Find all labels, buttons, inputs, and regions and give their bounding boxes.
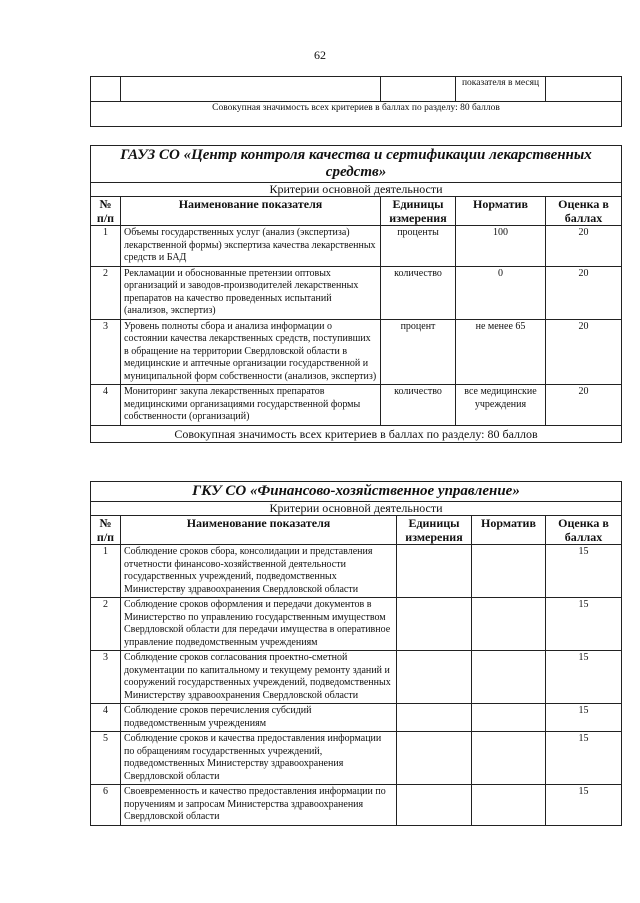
row-name: Соблюдение сроков сбора, консолидации и представления отчетности финансово-хозяйственной деятельности государственных учреждений, подведомственных Министерству здравоохранения Свердловской области bbox=[121, 545, 397, 598]
row-num: 1 bbox=[91, 545, 121, 598]
header-unit: Единицы измерения bbox=[397, 516, 472, 545]
row-unit: процент bbox=[381, 319, 456, 385]
row-norm: все медицинские учреждения bbox=[456, 385, 546, 426]
continuation-total-row bbox=[91, 102, 622, 127]
table-row bbox=[91, 651, 622, 704]
row-unit bbox=[397, 651, 472, 704]
row-norm: 100 bbox=[456, 226, 546, 267]
continuation-table bbox=[90, 76, 622, 127]
row-norm bbox=[472, 704, 546, 732]
org-title: ГАУЗ СО «Центр контроля качества и сертификации лекарственных средств» bbox=[91, 146, 622, 183]
header-norm: Норматив bbox=[472, 516, 546, 545]
table-row bbox=[91, 385, 622, 426]
row-num: 4 bbox=[91, 704, 121, 732]
cont-cell-score bbox=[546, 77, 622, 102]
table-row bbox=[91, 704, 622, 732]
row-unit bbox=[397, 704, 472, 732]
row-unit: количество bbox=[381, 266, 456, 319]
row-norm bbox=[472, 732, 546, 785]
header-unit: Единицы измерения bbox=[381, 197, 456, 226]
row-score: 15 bbox=[546, 651, 622, 704]
cont-cell-norm: показателя в месяц bbox=[456, 77, 546, 102]
row-num: 5 bbox=[91, 732, 121, 785]
row-name: Рекламации и обоснованные претензии оптовых организаций и заводов-производителей лекарственных препаратов на качество проведенных испытаний (анализов, экспертиз) bbox=[121, 266, 381, 319]
table-row bbox=[91, 598, 622, 651]
table-row bbox=[91, 226, 622, 267]
row-unit bbox=[397, 785, 472, 826]
row-score: 15 bbox=[546, 704, 622, 732]
continuation-row bbox=[91, 77, 622, 102]
row-name: Уровень полноты сбора и анализа информации о состоянии качества лекарственных средств, поступивших в обращение на территории Свердловской области в медицинские и аптечные организации государственной и муниципальной форм собственности (анализов, экспертиз) bbox=[121, 319, 381, 385]
cont-cell-name bbox=[121, 77, 381, 102]
row-norm: не менее 65 bbox=[456, 319, 546, 385]
row-score: 20 bbox=[546, 226, 622, 267]
table-row bbox=[91, 732, 622, 785]
continuation-total: Совокупная значимость всех критериев в баллах по разделу: 80 баллов bbox=[91, 102, 622, 127]
row-score: 20 bbox=[546, 319, 622, 385]
row-name: Соблюдение сроков перечисления субсидий подведомственным учреждениям bbox=[121, 704, 397, 732]
row-name: Своевременность и качество предоставления информации по поручениям и запросам Министерства здравоохранения Свердловской области bbox=[121, 785, 397, 826]
org-title-row bbox=[91, 482, 622, 502]
row-score: 15 bbox=[546, 598, 622, 651]
row-name: Соблюдение сроков оформления и передачи документов в Министерство по управлению государственным имуществом Свердловской области для передачи имущества в оперативное управление подведомственным учреждениям bbox=[121, 598, 397, 651]
header-num: № п/п bbox=[91, 197, 121, 226]
row-norm bbox=[472, 545, 546, 598]
row-norm bbox=[472, 785, 546, 826]
row-num: 4 bbox=[91, 385, 121, 426]
header-score: Оценка в баллах bbox=[546, 516, 622, 545]
criteria-label: Критерии основной деятельности bbox=[91, 183, 622, 197]
org-title: ГКУ СО «Финансово-хозяйственное управление» bbox=[91, 482, 622, 502]
row-score: 15 bbox=[546, 785, 622, 826]
row-score: 15 bbox=[546, 545, 622, 598]
row-unit bbox=[397, 598, 472, 651]
table-row bbox=[91, 785, 622, 826]
row-score: 20 bbox=[546, 266, 622, 319]
table-row bbox=[91, 266, 622, 319]
criteria-row bbox=[91, 502, 622, 516]
table-row bbox=[91, 545, 622, 598]
row-norm bbox=[472, 598, 546, 651]
row-num: 3 bbox=[91, 651, 121, 704]
criteria-label: Критерии основной деятельности bbox=[91, 502, 622, 516]
header-row bbox=[91, 197, 622, 226]
row-unit bbox=[397, 545, 472, 598]
table-gauz bbox=[90, 145, 622, 443]
row-name: Соблюдение сроков согласования проектно-сметной документации по капитальному и текущему ремонту зданий и сооружений государственных учреждений, подведомственных Министерству здравоохранения Свердловской области bbox=[121, 651, 397, 704]
total-row bbox=[91, 425, 622, 442]
row-num: 2 bbox=[91, 598, 121, 651]
cont-cell-unit bbox=[381, 77, 456, 102]
header-name: Наименование показателя bbox=[121, 197, 381, 226]
criteria-row bbox=[91, 183, 622, 197]
header-score: Оценка в баллах bbox=[546, 197, 622, 226]
page-number: 62 bbox=[314, 48, 326, 62]
org-title-row bbox=[91, 146, 622, 183]
table-row bbox=[91, 319, 622, 385]
header-num: № п/п bbox=[91, 516, 121, 545]
table-gku bbox=[90, 481, 622, 826]
header-norm: Норматив bbox=[456, 197, 546, 226]
row-num: 1 bbox=[91, 226, 121, 267]
row-unit bbox=[397, 732, 472, 785]
row-num: 6 bbox=[91, 785, 121, 826]
row-name: Объемы государственных услуг (анализ (экспертиза) лекарственной формы) экспертиза качества лекарственных средств и БАД bbox=[121, 226, 381, 267]
row-norm bbox=[472, 651, 546, 704]
header-row bbox=[91, 516, 622, 545]
row-unit: проценты bbox=[381, 226, 456, 267]
row-unit: количество bbox=[381, 385, 456, 426]
row-score: 20 bbox=[546, 385, 622, 426]
header-name: Наименование показателя bbox=[121, 516, 397, 545]
row-num: 3 bbox=[91, 319, 121, 385]
total-score: Совокупная значимость всех критериев в баллах по разделу: 80 баллов bbox=[91, 425, 622, 442]
row-norm: 0 bbox=[456, 266, 546, 319]
row-score: 15 bbox=[546, 732, 622, 785]
cont-cell-num bbox=[91, 77, 121, 102]
row-name: Мониторинг закупа лекарственных препаратов медицинскими организациями государственной формы собственности (организаций) bbox=[121, 385, 381, 426]
row-name: Соблюдение сроков и качества предоставления информации по обращениям государственных учреждений, подведомственных Министерству здравоохранения Свердловской области bbox=[121, 732, 397, 785]
row-num: 2 bbox=[91, 266, 121, 319]
